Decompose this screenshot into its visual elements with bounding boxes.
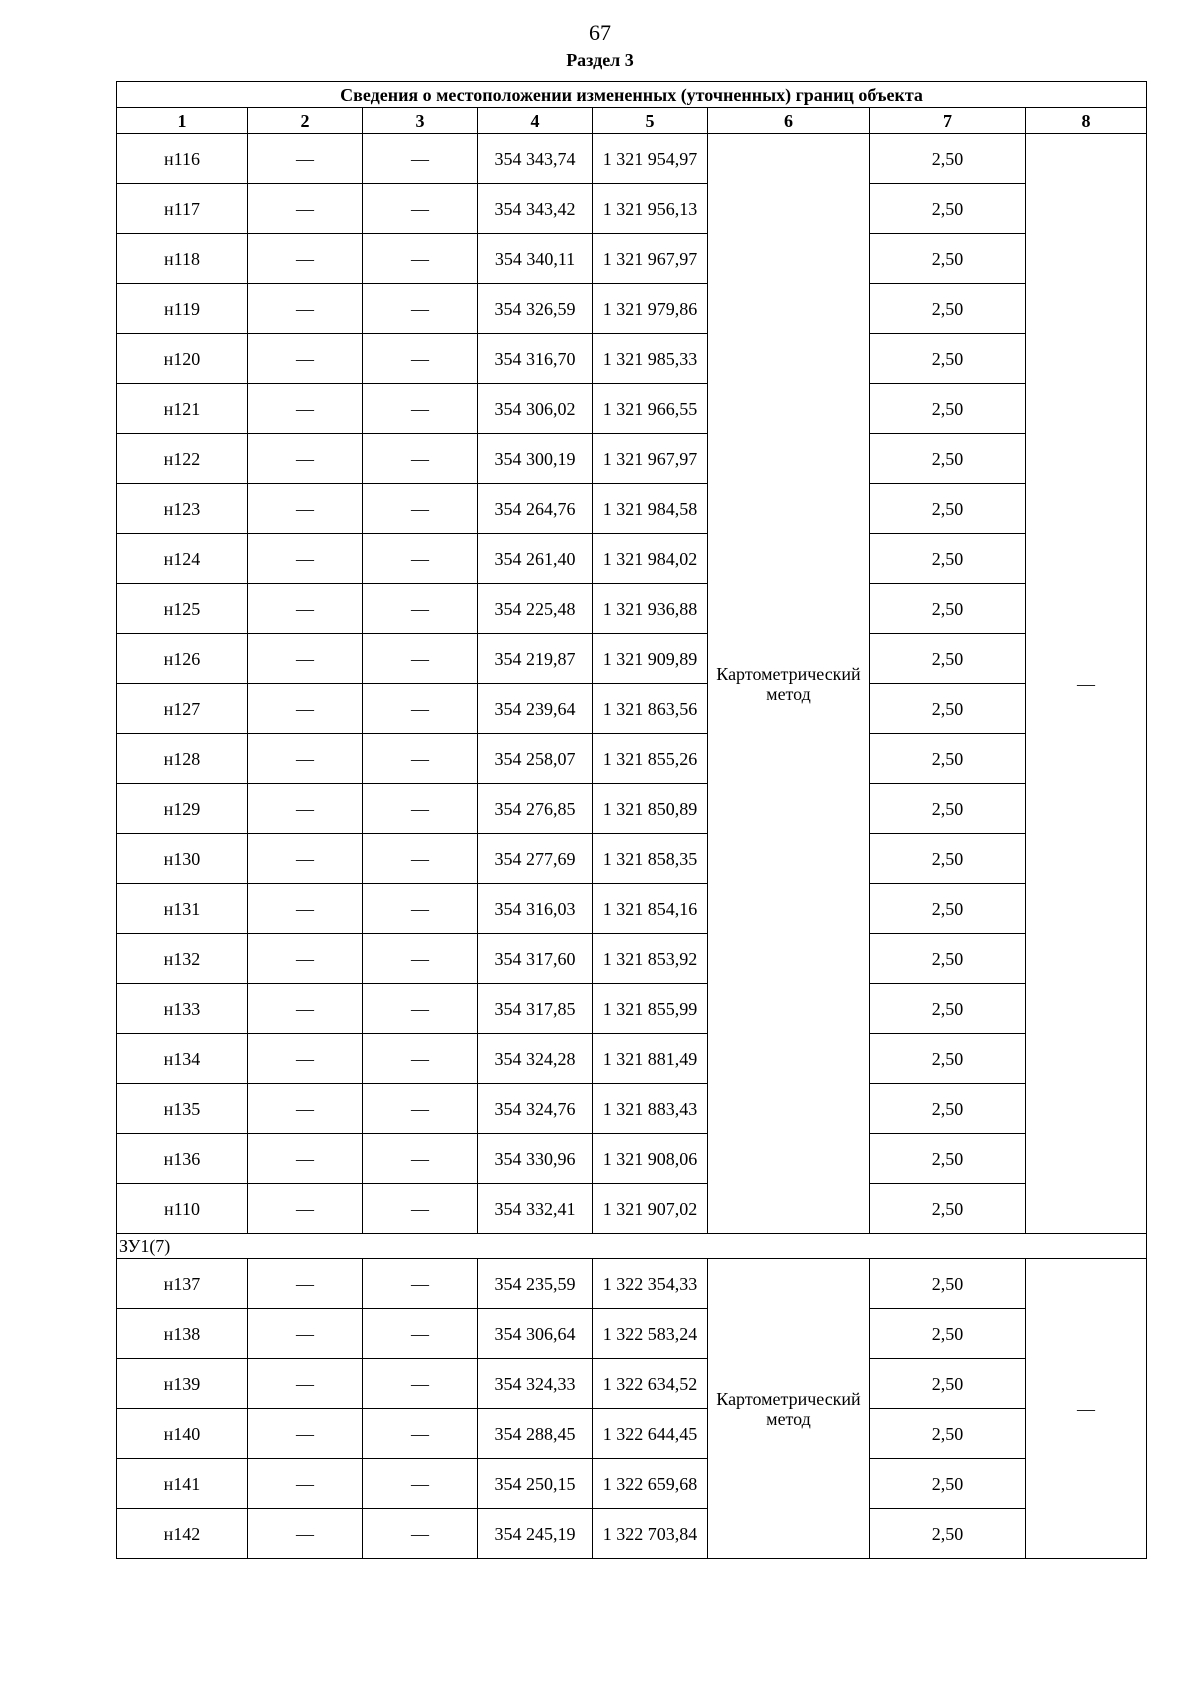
y-coordinate-cell: 1 322 644,45 (593, 1409, 708, 1459)
column-2-cell: — (248, 1034, 363, 1084)
x-coordinate-cell: 354 239,64 (478, 684, 593, 734)
column-3-cell: — (363, 1184, 478, 1234)
y-coordinate-cell: 1 321 909,89 (593, 634, 708, 684)
y-coordinate-cell: 1 321 954,97 (593, 134, 708, 184)
y-coordinate-cell: 1 321 855,99 (593, 984, 708, 1034)
column-header: 5 (593, 108, 708, 134)
column-3-cell: — (363, 684, 478, 734)
x-coordinate-cell: 354 300,19 (478, 434, 593, 484)
point-number-cell: н121 (117, 384, 248, 434)
x-coordinate-cell: 354 316,70 (478, 334, 593, 384)
y-coordinate-cell: 1 321 984,02 (593, 534, 708, 584)
table-row (117, 784, 1147, 834)
column-2-cell: — (248, 1509, 363, 1559)
x-coordinate-cell: 354 250,15 (478, 1459, 593, 1509)
column-3-cell: — (363, 1259, 478, 1309)
point-number-cell: н136 (117, 1134, 248, 1184)
accuracy-cell: 2,50 (870, 934, 1026, 984)
column-3-cell: — (363, 134, 478, 184)
point-number-cell: н122 (117, 434, 248, 484)
y-coordinate-cell: 1 321 853,92 (593, 934, 708, 984)
group-label: ЗУ1(7) (117, 1234, 1147, 1259)
column-header: 7 (870, 108, 1026, 134)
table-row (117, 1409, 1147, 1459)
y-coordinate-cell: 1 321 855,26 (593, 734, 708, 784)
column-header: 1 (117, 108, 248, 134)
column-3-cell: — (363, 1509, 478, 1559)
y-coordinate-cell: 1 321 907,02 (593, 1184, 708, 1234)
column-3-cell: — (363, 1459, 478, 1509)
column-3-cell: — (363, 184, 478, 234)
column-2-cell: — (248, 184, 363, 234)
y-coordinate-cell: 1 321 883,43 (593, 1084, 708, 1134)
x-coordinate-cell: 354 288,45 (478, 1409, 593, 1459)
point-number-cell: н120 (117, 334, 248, 384)
table-row (117, 734, 1147, 784)
point-number-cell: н138 (117, 1309, 248, 1359)
column-2-cell: — (248, 1459, 363, 1509)
accuracy-cell: 2,50 (870, 334, 1026, 384)
y-coordinate-cell: 1 322 634,52 (593, 1359, 708, 1409)
accuracy-cell: 2,50 (870, 1084, 1026, 1134)
x-coordinate-cell: 354 258,07 (478, 734, 593, 784)
table-row (117, 934, 1147, 984)
table-row (117, 434, 1147, 484)
x-coordinate-cell: 354 261,40 (478, 534, 593, 584)
column-2-cell: — (248, 234, 363, 284)
point-number-cell: н118 (117, 234, 248, 284)
x-coordinate-cell: 354 306,02 (478, 384, 593, 434)
column-2-cell: — (248, 884, 363, 934)
column-8-cell: — (1026, 134, 1147, 1234)
column-2-cell: — (248, 534, 363, 584)
accuracy-cell: 2,50 (870, 1359, 1026, 1409)
x-coordinate-cell: 354 317,60 (478, 934, 593, 984)
accuracy-cell: 2,50 (870, 134, 1026, 184)
column-2-cell: — (248, 1359, 363, 1409)
y-coordinate-cell: 1 321 967,97 (593, 434, 708, 484)
x-coordinate-cell: 354 324,33 (478, 1359, 593, 1409)
table-row (117, 1184, 1147, 1234)
accuracy-cell: 2,50 (870, 384, 1026, 434)
coordinates-table (116, 81, 1147, 1559)
column-2-cell: — (248, 334, 363, 384)
point-number-cell: н125 (117, 584, 248, 634)
x-coordinate-cell: 354 340,11 (478, 234, 593, 284)
x-coordinate-cell: 354 343,42 (478, 184, 593, 234)
column-2-cell: — (248, 1184, 363, 1234)
accuracy-cell: 2,50 (870, 284, 1026, 334)
y-coordinate-cell: 1 322 659,68 (593, 1459, 708, 1509)
column-3-cell: — (363, 884, 478, 934)
column-2-cell: — (248, 934, 363, 984)
x-coordinate-cell: 354 264,76 (478, 484, 593, 534)
column-3-cell: — (363, 284, 478, 334)
column-3-cell: — (363, 1134, 478, 1184)
column-2-cell: — (248, 834, 363, 884)
column-3-cell: — (363, 634, 478, 684)
column-2-cell: — (248, 384, 363, 434)
point-number-cell: н116 (117, 134, 248, 184)
point-number-cell: н142 (117, 1509, 248, 1559)
x-coordinate-cell: 354 316,03 (478, 884, 593, 934)
point-number-cell: н127 (117, 684, 248, 734)
column-3-cell: — (363, 734, 478, 784)
column-3-cell: — (363, 234, 478, 284)
y-coordinate-cell: 1 321 863,56 (593, 684, 708, 734)
column-2-cell: — (248, 434, 363, 484)
point-number-cell: н110 (117, 1184, 248, 1234)
method-cell: Картометрический метод (708, 1259, 870, 1559)
x-coordinate-cell: 354 317,85 (478, 984, 593, 1034)
y-coordinate-cell: 1 321 850,89 (593, 784, 708, 834)
column-3-cell: — (363, 334, 478, 384)
column-2-cell: — (248, 584, 363, 634)
point-number-cell: н139 (117, 1359, 248, 1409)
column-header: 2 (248, 108, 363, 134)
table-row (117, 884, 1147, 934)
table-row (117, 134, 1147, 184)
point-number-cell: н135 (117, 1084, 248, 1134)
column-2-cell: — (248, 634, 363, 684)
column-2-cell: — (248, 134, 363, 184)
column-3-cell: — (363, 434, 478, 484)
y-coordinate-cell: 1 321 979,86 (593, 284, 708, 334)
y-coordinate-cell: 1 322 703,84 (593, 1509, 708, 1559)
accuracy-cell: 2,50 (870, 984, 1026, 1034)
point-number-cell: н129 (117, 784, 248, 834)
table-row (117, 1459, 1147, 1509)
y-coordinate-cell: 1 321 966,55 (593, 384, 708, 434)
column-3-cell: — (363, 484, 478, 534)
column-header-row (117, 108, 1147, 134)
table-row (117, 1359, 1147, 1409)
column-3-cell: — (363, 384, 478, 434)
column-2-cell: — (248, 1409, 363, 1459)
accuracy-cell: 2,50 (870, 1509, 1026, 1559)
column-8-cell: — (1026, 1259, 1147, 1559)
table-row (117, 534, 1147, 584)
x-coordinate-cell: 354 330,96 (478, 1134, 593, 1184)
page-number: 67 (589, 20, 611, 45)
x-coordinate-cell: 354 225,48 (478, 584, 593, 634)
accuracy-cell: 2,50 (870, 1459, 1026, 1509)
y-coordinate-cell: 1 321 956,13 (593, 184, 708, 234)
x-coordinate-cell: 354 277,69 (478, 834, 593, 884)
y-coordinate-cell: 1 321 858,35 (593, 834, 708, 884)
point-number-cell: н133 (117, 984, 248, 1034)
accuracy-cell: 2,50 (870, 634, 1026, 684)
accuracy-cell: 2,50 (870, 884, 1026, 934)
table-row (117, 1509, 1147, 1559)
column-2-cell: — (248, 1309, 363, 1359)
x-coordinate-cell: 354 343,74 (478, 134, 593, 184)
table-row (117, 284, 1147, 334)
table-row (117, 1259, 1147, 1309)
table-row (117, 184, 1147, 234)
x-coordinate-cell: 354 235,59 (478, 1259, 593, 1309)
table-row (117, 684, 1147, 734)
y-coordinate-cell: 1 321 881,49 (593, 1034, 708, 1084)
x-coordinate-cell: 354 326,59 (478, 284, 593, 334)
x-coordinate-cell: 354 324,28 (478, 1034, 593, 1084)
point-number-cell: н119 (117, 284, 248, 334)
table-row (117, 384, 1147, 434)
x-coordinate-cell: 354 276,85 (478, 784, 593, 834)
method-cell: Картометрический метод (708, 134, 870, 1234)
column-2-cell: — (248, 984, 363, 1034)
column-2-cell: — (248, 784, 363, 834)
point-number-cell: н117 (117, 184, 248, 234)
column-2-cell: — (248, 484, 363, 534)
column-3-cell: — (363, 784, 478, 834)
column-3-cell: — (363, 584, 478, 634)
y-coordinate-cell: 1 321 985,33 (593, 334, 708, 384)
accuracy-cell: 2,50 (870, 434, 1026, 484)
accuracy-cell: 2,50 (870, 1134, 1026, 1184)
point-number-cell: н124 (117, 534, 248, 584)
accuracy-cell: 2,50 (870, 1184, 1026, 1234)
table-row (117, 334, 1147, 384)
table-row (117, 484, 1147, 534)
table-row (117, 234, 1147, 284)
accuracy-cell: 2,50 (870, 834, 1026, 884)
table-row (117, 1034, 1147, 1084)
column-3-cell: — (363, 1309, 478, 1359)
accuracy-cell: 2,50 (870, 1409, 1026, 1459)
point-number-cell: н128 (117, 734, 248, 784)
column-header: 8 (1026, 108, 1147, 134)
accuracy-cell: 2,50 (870, 1259, 1026, 1309)
column-2-cell: — (248, 684, 363, 734)
point-number-cell: н130 (117, 834, 248, 884)
point-number-cell: н131 (117, 884, 248, 934)
accuracy-cell: 2,50 (870, 684, 1026, 734)
table-caption: Сведения о местоположении измененных (уточненных) границ объекта (117, 82, 1147, 108)
table-row (117, 584, 1147, 634)
y-coordinate-cell: 1 322 583,24 (593, 1309, 708, 1359)
y-coordinate-cell: 1 321 936,88 (593, 584, 708, 634)
table-row (117, 834, 1147, 884)
accuracy-cell: 2,50 (870, 1309, 1026, 1359)
point-number-cell: н140 (117, 1409, 248, 1459)
column-header: 3 (363, 108, 478, 134)
column-header: 6 (708, 108, 870, 134)
point-number-cell: н126 (117, 634, 248, 684)
column-3-cell: — (363, 984, 478, 1034)
column-2-cell: — (248, 1084, 363, 1134)
accuracy-cell: 2,50 (870, 184, 1026, 234)
y-coordinate-cell: 1 321 967,97 (593, 234, 708, 284)
accuracy-cell: 2,50 (870, 584, 1026, 634)
table-row (117, 634, 1147, 684)
group-label-row (117, 1234, 1147, 1259)
x-coordinate-cell: 354 332,41 (478, 1184, 593, 1234)
table-row (117, 984, 1147, 1034)
column-3-cell: — (363, 834, 478, 884)
x-coordinate-cell: 354 306,64 (478, 1309, 593, 1359)
column-header: 4 (478, 108, 593, 134)
y-coordinate-cell: 1 321 854,16 (593, 884, 708, 934)
x-coordinate-cell: 354 245,19 (478, 1509, 593, 1559)
accuracy-cell: 2,50 (870, 534, 1026, 584)
column-3-cell: — (363, 1359, 478, 1409)
point-number-cell: н141 (117, 1459, 248, 1509)
column-3-cell: — (363, 534, 478, 584)
y-coordinate-cell: 1 322 354,33 (593, 1259, 708, 1309)
column-2-cell: — (248, 1259, 363, 1309)
point-number-cell: н123 (117, 484, 248, 534)
column-3-cell: — (363, 1409, 478, 1459)
table-row (117, 1309, 1147, 1359)
column-3-cell: — (363, 1084, 478, 1134)
accuracy-cell: 2,50 (870, 234, 1026, 284)
point-number-cell: н132 (117, 934, 248, 984)
accuracy-cell: 2,50 (870, 784, 1026, 834)
x-coordinate-cell: 354 219,87 (478, 634, 593, 684)
column-2-cell: — (248, 284, 363, 334)
y-coordinate-cell: 1 321 984,58 (593, 484, 708, 534)
accuracy-cell: 2,50 (870, 484, 1026, 534)
table-row (117, 1134, 1147, 1184)
accuracy-cell: 2,50 (870, 734, 1026, 784)
accuracy-cell: 2,50 (870, 1034, 1026, 1084)
column-3-cell: — (363, 934, 478, 984)
point-number-cell: н134 (117, 1034, 248, 1084)
x-coordinate-cell: 354 324,76 (478, 1084, 593, 1134)
y-coordinate-cell: 1 321 908,06 (593, 1134, 708, 1184)
section-title: Раздел 3 (566, 50, 634, 70)
table-row (117, 1084, 1147, 1134)
point-number-cell: н137 (117, 1259, 248, 1309)
column-2-cell: — (248, 734, 363, 784)
column-3-cell: — (363, 1034, 478, 1084)
column-2-cell: — (248, 1134, 363, 1184)
